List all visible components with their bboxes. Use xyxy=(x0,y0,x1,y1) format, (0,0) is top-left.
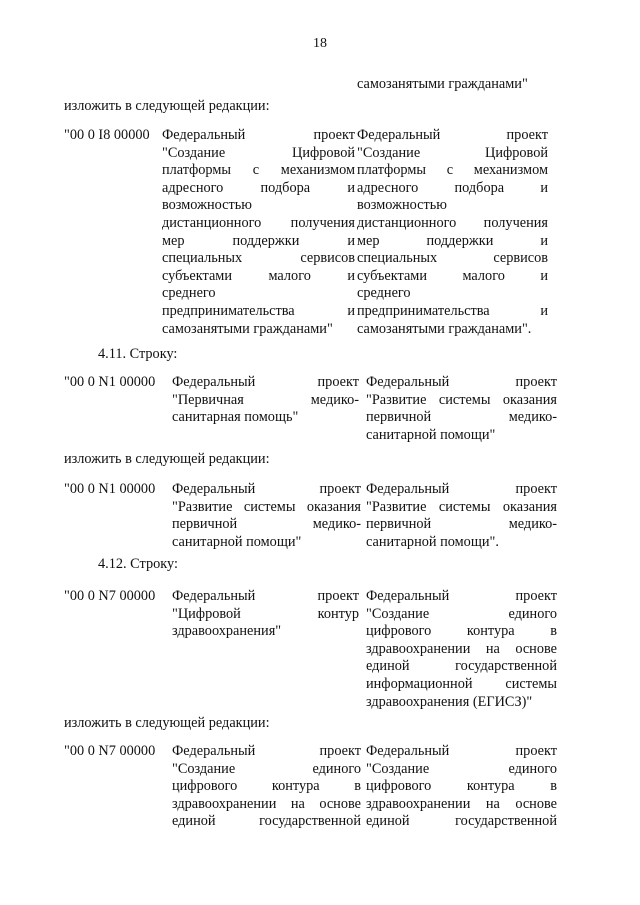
intro-tail-text: самозанятыми гражданами" xyxy=(357,76,528,92)
text-line: информационной системы xyxy=(366,675,557,692)
right-cell-text xyxy=(357,127,548,338)
text-line: "Создание Цифровой xyxy=(162,144,355,161)
row-code: "00 0 N7 00000 xyxy=(64,588,156,604)
text-line: адресного подбора и xyxy=(357,179,548,196)
text-line: санитарной помощи" xyxy=(366,426,496,443)
text-line: "Цифровой контур xyxy=(172,605,359,622)
text-line: специальных сервисов xyxy=(357,250,548,267)
text-line: Федеральный проект xyxy=(172,481,361,497)
text-line: субъектами малого и xyxy=(162,267,355,284)
text-line: Федеральный проект xyxy=(357,127,548,143)
text-line: "Первичная медико- xyxy=(172,391,359,408)
text-line: "Развитие системы оказания xyxy=(366,391,557,408)
text-line: первичной медико- xyxy=(366,516,557,533)
text-line: Федеральный проект xyxy=(162,127,355,143)
text-line: первичной медико- xyxy=(366,409,557,426)
text-line: санитарная помощь" xyxy=(172,409,299,426)
text-line: "Создание единого xyxy=(366,760,557,777)
right-cell-text xyxy=(366,374,557,444)
text-line: здравоохранении на основе xyxy=(366,640,557,657)
page-number: 18 xyxy=(313,36,327,51)
text-line: "Развитие системы оказания xyxy=(366,498,557,515)
left-cell-text xyxy=(172,588,359,641)
item-4-11: 4.11. Строку: xyxy=(98,346,178,362)
text-line: "Создание единого xyxy=(366,605,557,622)
right-cell-text xyxy=(366,588,557,711)
edit-instruction-2: изложить в следующей редакции: xyxy=(64,451,270,467)
text-line: единой государственной xyxy=(172,813,361,830)
left-cell-text xyxy=(172,374,359,427)
left-cell-text xyxy=(162,127,355,338)
edit-instruction-1: изложить в следующей редакции: xyxy=(64,98,270,114)
text-line: предпринимательства и xyxy=(162,302,355,319)
text-line: Федеральный проект xyxy=(172,743,361,759)
text-line: самозанятыми гражданами" xyxy=(162,320,333,337)
text-line: Федеральный проект xyxy=(172,588,359,604)
text-line: "Развитие системы оказания xyxy=(172,498,361,515)
row-code: "00 0 N1 00000 xyxy=(64,481,156,497)
text-line: специальных сервисов xyxy=(162,250,355,267)
text-line: Федеральный проект xyxy=(366,588,557,604)
right-cell-text xyxy=(366,481,557,551)
text-line: единой государственной xyxy=(366,813,557,830)
text-line: дистанционного получения xyxy=(357,214,548,231)
text-line: единой государственной xyxy=(366,658,557,675)
text-line: адресного подбора и xyxy=(162,179,355,196)
text-line: здравоохранения" xyxy=(172,623,282,640)
text-line: среднего xyxy=(357,285,411,302)
left-cell-text xyxy=(172,743,361,831)
row-code: "00 0 N7 00000 xyxy=(64,743,156,759)
text-line: самозанятыми гражданами". xyxy=(357,320,532,337)
left-cell-text xyxy=(172,481,361,551)
text-line: Федеральный проект xyxy=(172,374,359,390)
text-line: цифрового контура в xyxy=(366,778,557,795)
text-line: "Создание Цифровой xyxy=(357,144,548,161)
text-line: цифрового контура в xyxy=(366,623,557,640)
text-line: санитарной помощи". xyxy=(366,533,499,550)
text-line: мер поддержки и xyxy=(357,232,548,249)
item-4-12: 4.12. Строку: xyxy=(98,556,178,572)
text-line: платформы с механизмом xyxy=(162,162,355,179)
right-cell-text xyxy=(366,743,557,831)
text-line: здравоохранении на основе xyxy=(172,795,361,812)
text-line: предпринимательства и xyxy=(357,302,548,319)
text-line: здравоохранении на основе xyxy=(366,795,557,812)
text-line: возможностью xyxy=(162,197,252,214)
text-line: платформы с механизмом xyxy=(357,162,548,179)
text-line: возможностью xyxy=(357,197,447,214)
text-line: цифрового контура в xyxy=(172,778,361,795)
edit-instruction-3: изложить в следующей редакции: xyxy=(64,715,270,731)
row-code: "00 0 I8 00000 xyxy=(64,127,150,143)
text-line: дистанционного получения xyxy=(162,214,355,231)
text-line: Федеральный проект xyxy=(366,374,557,390)
text-line: санитарной помощи" xyxy=(172,533,302,550)
text-line: субъектами малого и xyxy=(357,267,548,284)
text-line: здравоохранения (ЕГИСЗ)" xyxy=(366,693,533,710)
text-line: Федеральный проект xyxy=(366,743,557,759)
text-line: Федеральный проект xyxy=(366,481,557,497)
text-line: мер поддержки и xyxy=(162,232,355,249)
text-line: среднего xyxy=(162,285,216,302)
row-code: "00 0 N1 00000 xyxy=(64,374,156,390)
text-line: первичной медико- xyxy=(172,516,361,533)
text-line: "Создание единого xyxy=(172,760,361,777)
